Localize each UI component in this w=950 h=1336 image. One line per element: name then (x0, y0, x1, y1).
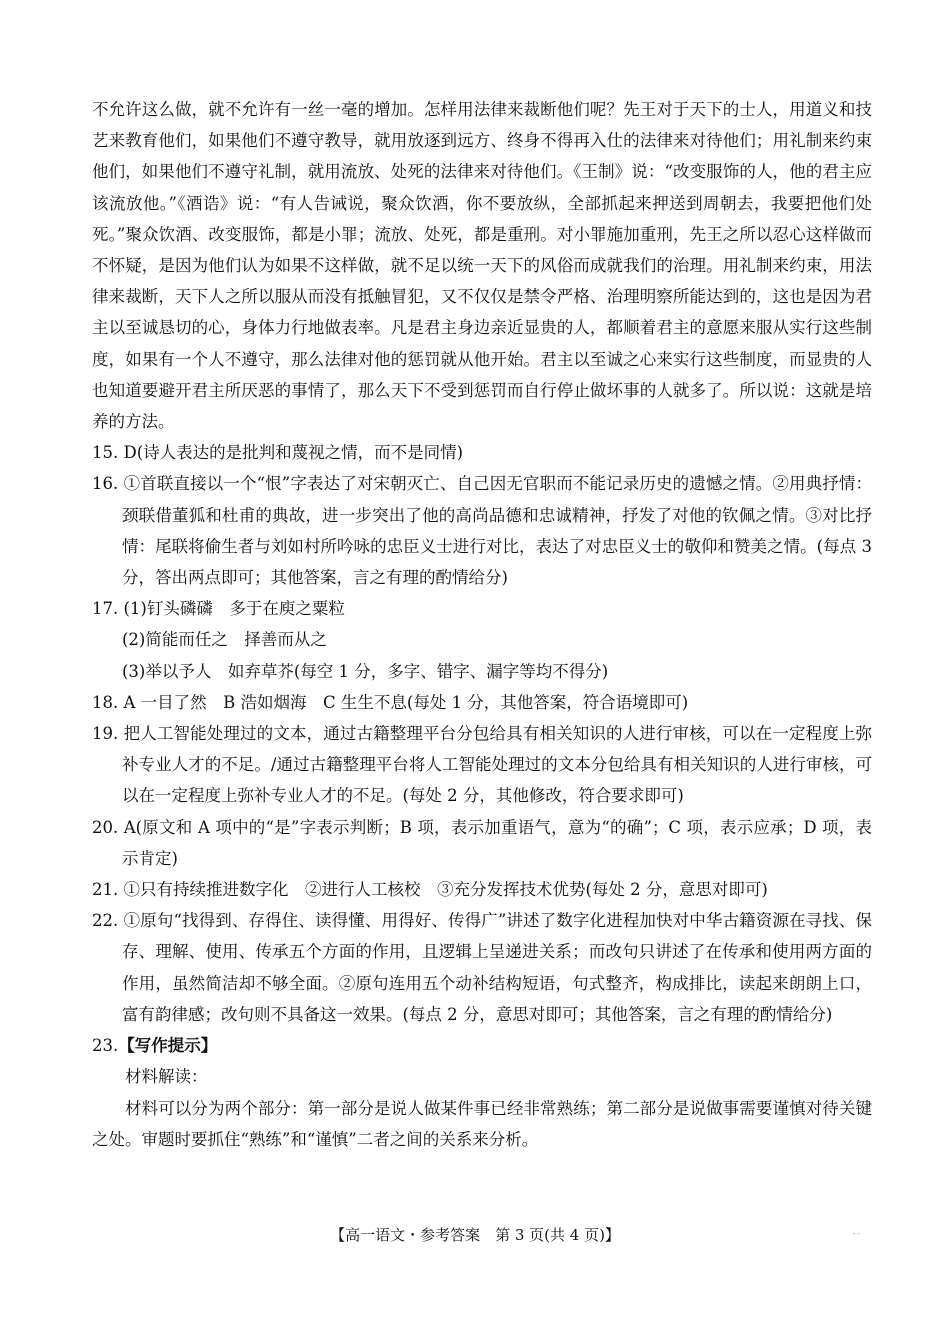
answer-15: 15. D(诗人表达的是批判和蔑视之情，而不是同情) (92, 443, 464, 463)
answer-23-number: 23. (92, 1036, 119, 1056)
writing-tips-title: 【写作提示】 (118, 1036, 218, 1056)
answer-17-1: 17. (1)钉头磷磷 多于在庾之粟粒 (92, 599, 345, 619)
material-interpretation-label: 材料解读： (125, 1067, 208, 1087)
page-content (92, 94, 872, 1155)
answer-22: 22. ①原句“找得到、存得住、读得懂、用得好、传得广”讲述了数字化进程加快对中华古籍资源在寻找、保存、理解、使用、传承五个方面的作用，且逻辑上呈递进关系；而改句只讲述了在传承和使用两方面的作用，虽然简洁却不够全面。②原句连用五个动补结构短语，句式整齐，构成排比，读起来朗朗上口，富有韵律感；改句则不具备这一效果。(每点 2 分，意思对即可；其他答案，言之有理的酌情给分) (92, 911, 872, 1024)
answer-20: 20. A(原文和 A 项中的“是”字表示判断；B 项，表示加重语气，意为“的确”；C 项，表示应承；D 项，表示肯定) (92, 817, 872, 868)
answer-23-heading (92, 1030, 872, 1061)
answer-21: 21. ①只有持续推进数字化 ②进行人工核校 ③充分发挥技术优势(每处 2 分，意思对即可) (92, 880, 768, 900)
answer-19: 19. 把人工智能处理过的文本，通过古籍整理平台分包给具有相关知识的人进行审核，可以在一定程度上弥补专业人才的不足。/通过古籍整理平台将人工智能处理过的文本分包给具有相关知识的人进行审核，可以在一定程度上弥补专业人才的不足。(每处 2 分，其他修改，符合要求即可) (92, 724, 872, 806)
answer-17-2: (2)简能而任之 择善而从之 (122, 630, 327, 650)
answer-17-3: (3)举以予人 如弃草芥(每空 1 分，多字、错字、漏字等均不得分) (122, 661, 609, 681)
translation-paragraph: 不允许这么做，就不允许有一丝一毫的增加。怎样用法律来裁断他们呢？先王对于天下的士人，用道义和技艺来教育他们，如果他们不遵守教导，就用放逐到远方、终身不得再入仕的法律来对待他们；用礼制来约束他们，如果他们不遵守礼制，就用流放、处死的法律来对待他们。《王制》说：“改变服饰的人，他的君主应该流放他。”《酒诰》说：“有人告诫说，聚众饮酒，你不要放纵，全部抓起来押送到周朝去，我要把他们处死。”聚众饮酒、改变服饰，都是小罪；流放、处死，都是重刑。对小罪施加重刑，先王之所以忍心这样做而不怀疑，是因为他们认为如果不这样做，就不足以统一天下的风俗而成就我们的治理。用礼制来约束，用法律来裁断，天下人之所以服从而没有抵触冒犯，又不仅仅是禁令严格、治理明察所能达到的，这也是因为君主以至诚恳切的心，身体力行地做表率。凡是君主身边亲近显贵的人，都顺着君主的意愿来服从实行这些制度，如果有一个人不遵守，那么法律对他的惩罚就从他开始。君主以至诚之心来实行这些制度，而显贵的人也知道要避开君主所厌恶的事情了，那么天下不受到惩罚而自行停止做坏事的人就多了。所以说：这就是培养的方法。 (92, 100, 872, 432)
answer-16: 16. ①首联直接以一个“恨”字表达了对宋朝灭亡、自己因无官职而不能记录历史的遗憾之情。②用典抒情：颈联借董狐和杜甫的典故，进一步突出了他的高尚品德和忠诚精神，抒发了对他的钦佩之情。③对比抒情：尾联将偷生者与刘如村所吟咏的忠臣义士进行对比，表达了对忠臣义士的敬仰和赞美之情。(每点 3 分，答出两点即可；其他答案，言之有理的酌情给分) (92, 474, 872, 588)
page-footer: 【高一语文・参考答案 第 3 页(共 4 页)】 (330, 1226, 620, 1244)
page-corner-mark: - - (853, 1230, 860, 1238)
material-interpretation-body: 材料可以分为两个部分：第一部分是说人做某件事已经非常熟练；第二部分是说做事需要谨慎对待关键之处。审题时要抓住“熟练”和“谨慎”二者之间的关系来分析。 (92, 1098, 872, 1149)
answer-18: 18. A 一目了然 B 浩如烟海 C 生生不息(每处 1 分，其他答案，符合语境即可) (92, 692, 689, 712)
